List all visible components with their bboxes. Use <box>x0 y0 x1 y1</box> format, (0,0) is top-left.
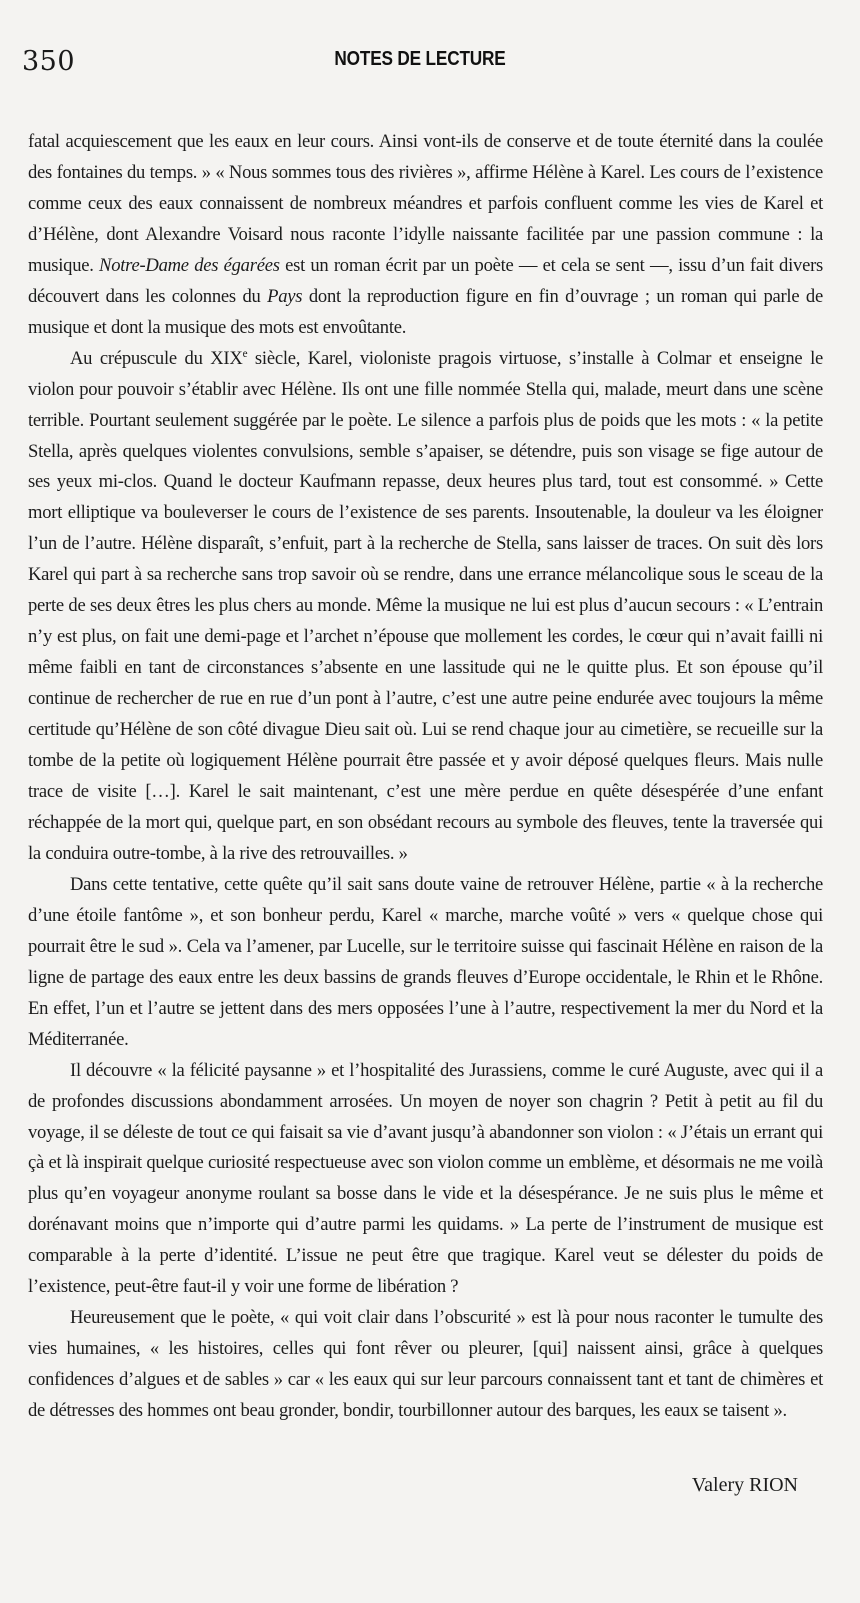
page-number: 350 <box>22 46 76 77</box>
italic-title: Pays <box>267 285 303 307</box>
paragraph <box>28 127 823 344</box>
superscript: e <box>242 347 248 360</box>
review-body <box>28 127 823 1427</box>
paragraph <box>28 344 823 870</box>
text-run: Au crépuscule du XIX <box>70 347 243 369</box>
paragraph <box>28 1056 823 1304</box>
text-run: dont la reproduction figure en fin d’ouvrage ; un roman qui parle de musique et dont la musique des mots est envoûtante. <box>28 285 823 338</box>
paragraph <box>28 870 823 1056</box>
text-run: Heureusement que le poète, « qui voit clair dans l’obscurité » est là pour nous raconter le tumulte des vies humaines, « les histoires, celles qui font rêver ou pleurer, [qui] naissent ainsi, grâce à quelques confidences d’algues et de sables » car « les eaux qui sur leur parcours connaissent tant et tant de chimères et de détresses des hommes ont beau gronder, bondir, tourbillonner autour des barques, les eaux se taisent ». <box>28 1307 823 1422</box>
author-signature: Valery RION <box>691 1474 798 1496</box>
text-run: est un roman écrit par un poète — et cela se sent —, issu d’un fait divers découvert dans les colonnes du <box>28 254 823 307</box>
running-head: NOTES DE LECTURE <box>334 48 506 70</box>
text-run: Il découvre « la félicité paysanne » et l’hospitalité des Jurassiens, comme le curé Auguste, avec qui il a de profondes discussions abondamment arrosées. Un moyen de noyer son chagrin ? Petit à petit au fil du voyage, il se déleste de tout ce qui faisait sa vie d’avant jusqu’à abandonner son violon : « J’étais un errant qui çà et là inspirait quelque curiosité respectueuse avec son violon comme un emblème, et désormais ne me voilà plus qu’en voyageur anonyme roulant sa bosse dans le vide et la désespérance. Je ne suis plus le même et dorénavant moins que n’importe qui d’autre parmi les quidams. » La perte de l’instrument de musique est comparable à la perte d’identité. L’issue ne peut être que tragique. Karel veut se délester du poids de l’existence, peut-être faut-il y voir une forme de libération ? <box>28 1059 823 1298</box>
italic-title: Notre-Dame des égarées <box>99 254 280 276</box>
text-run: fatal acquiescement que les eaux en leur cours. Ainsi vont-ils de conserve et de toute éternité dans la coulée des fontaines du temps. » « Nous sommes tous des rivières », affirme Hélène à Karel. Les cours de l’existence comme ceux des eaux connaissent de nombreux méandres et parfois confluent comme les vies de Karel et d’Hélène, dont Alexandre Voisard nous raconte l’idylle naissante facilitée par une passion commune : la musique. <box>28 131 823 276</box>
text-run: Dans cette tentative, cette quête qu’il sait sans doute vaine de retrouver Hélène, partie « à la recherche d’une étoile fantôme », et son bonheur perdu, Karel « marche, marche voûté » vers « quelque chose qui pourrait être le sud ». Cela va l’amener, par Lucelle, sur le territoire suisse qui fascinait Hélène en raison de la ligne de partage des eaux entre les deux bassins de grands fleuves d’Europe occidentale, le Rhin et le Rhône. En effet, l’un et l’autre se jettent dans des mers opposées l’une à l’autre, respectivement la mer du Nord et la Méditerranée. <box>28 873 823 1050</box>
paragraph <box>28 1303 823 1427</box>
text-run: siècle, Karel, violoniste pragois virtuose, s’installe à Colmar et enseigne le violon pour pouvoir s’établir avec Hélène. Ils ont une fille nommée Stella qui, malade, meurt dans une scène terrible. Pourtant seulement suggérée par le poète. Le silence a parfois plus de poids que les mots : « la petite Stella, après quelques violentes convulsions, semble s’apaiser, se détendre, puis son visage se fige autour de ses yeux mi-clos. Quand le docteur Kaufmann repasse, deux heures plus tard, tout est consommé. » Cette mort elliptique va bouleverser le cours de l’existence de ses parents. Insoutenable, la douleur va les éloigner l’un de l’autre. Hélène disparaît, s’enfuit, part à la recherche de Stella, sans laisser de traces. On suit dès lors Karel qui part à sa recherche sans trop savoir où se rendre, dans une errance mélancolique sous le sceau de la perte de ses deux êtres les plus chers au monde. Même la musique ne lui est plus d’aucun secours : « L’entrain n’y est plus, on fait une demi-page et l’archet n’épouse que mollement les cordes, le cœur qui n’avait failli ni même faibli en tant de circonstances s’absente en une lassitude qui ne le quitte plus. Et son épouse qu’il continue de rechercher de rue en rue d’un pont à l’autre, c’est une autre peine endurée avec toujours la même certitude qu’Hélène de son côté divague Dieu sait où. Lui se rend chaque jour au cimetière, se recueille sur la tombe de la petite où logiquement Hélène pourrait être passée et y avoir déposé quelques fleurs. Mais nulle trace de visite […]. Karel le sait maintenant, c’est une mère perdue en quête désespérée d’une enfant réchappée de la mort qui, quelque part, en son obsédant recours au symbole des fleuves, tente la traversée qui la conduira outre-tombe, à la rive des retrouvailles. » <box>28 347 823 864</box>
